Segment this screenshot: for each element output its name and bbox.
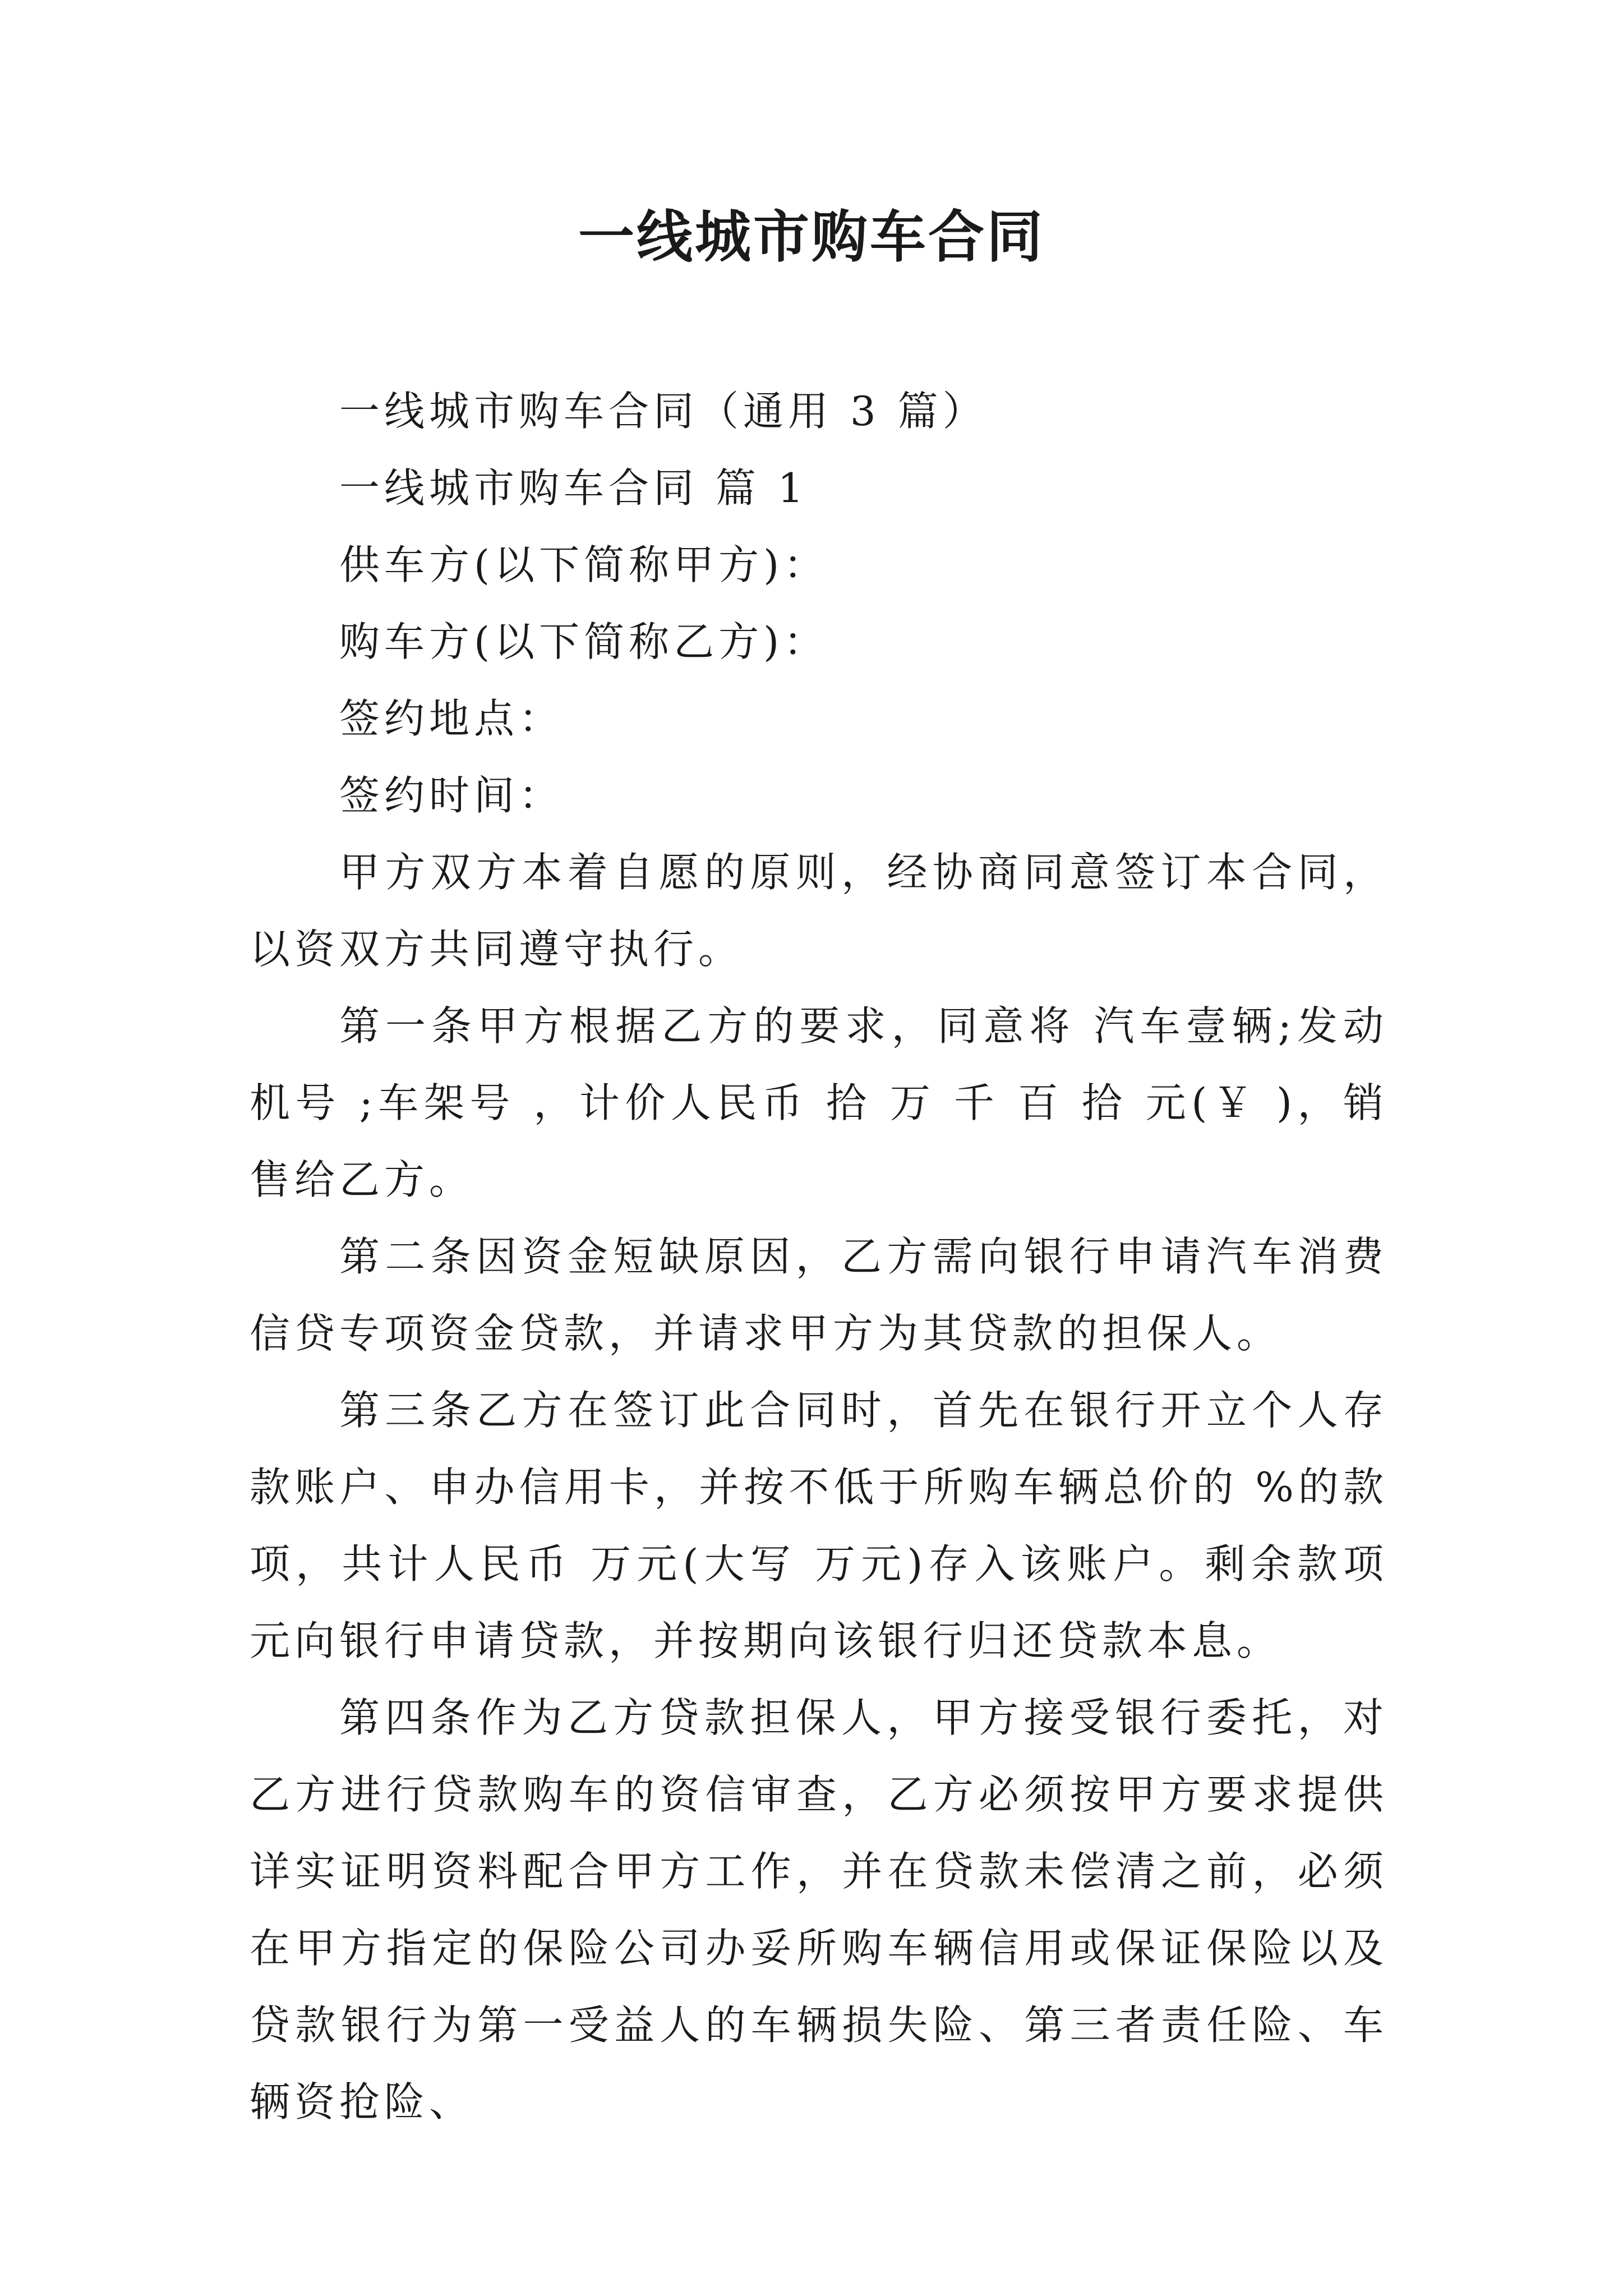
paragraph-article-3: 第三条乙方在签订此合同时，首先在银行开立个人存款账户、申办信用卡，并按不低于所购车辆总价的 %的款项，共计人民币 万元(大写 万元)存入该账户。剩余款项 元向银行申请贷款，并按期向该银行归还贷款本息。 <box>250 1387 1388 1664</box>
paragraph-article-2: 第二条因资金短缺原因，乙方需向银行申请汽车消费信贷专项资金贷款，并请求甲方为其贷款的担保人。 <box>250 1233 1388 1357</box>
paragraph-article-1: 第一条甲方根据乙方的要求，同意将 汽车壹辆;发动机号 ;车架号 ，计价人民币 拾 万 千 百 拾 元(￥ )，销售给乙方。 <box>250 1002 1388 1203</box>
document-subtitle: 一线城市购车合同（通用 3 篇） <box>339 388 988 435</box>
field-time: 签约时间： <box>339 772 564 819</box>
document-title: 一线城市购车合同 <box>578 204 1045 270</box>
document-body <box>250 373 1388 2141</box>
field-place: 签约地点： <box>339 695 564 742</box>
paragraph-intro: 甲方双方本着自愿的原则，经协商同意签订本合同，以资双方共同遵守执行。 <box>250 849 1388 973</box>
field-buyer: 购车方(以下简称乙方)： <box>339 618 829 665</box>
field-supplier: 供车方(以下简称甲方)： <box>339 541 829 588</box>
paragraph-article-4: 第四条作为乙方贷款担保人，甲方接受银行委托，对乙方进行贷款购车的资信审查，乙方必须按甲方要求提供详实证明资料配合甲方工作，并在贷款未偿清之前，必须在甲方指定的保险公司办妥所购车辆信用或保证保险以及贷款银行为第一受益人的车辆损失险、第三者责任险、车辆资抢险、 <box>250 1694 1388 2125</box>
section-heading: 一线城市购车合同 篇 1 <box>339 464 808 512</box>
